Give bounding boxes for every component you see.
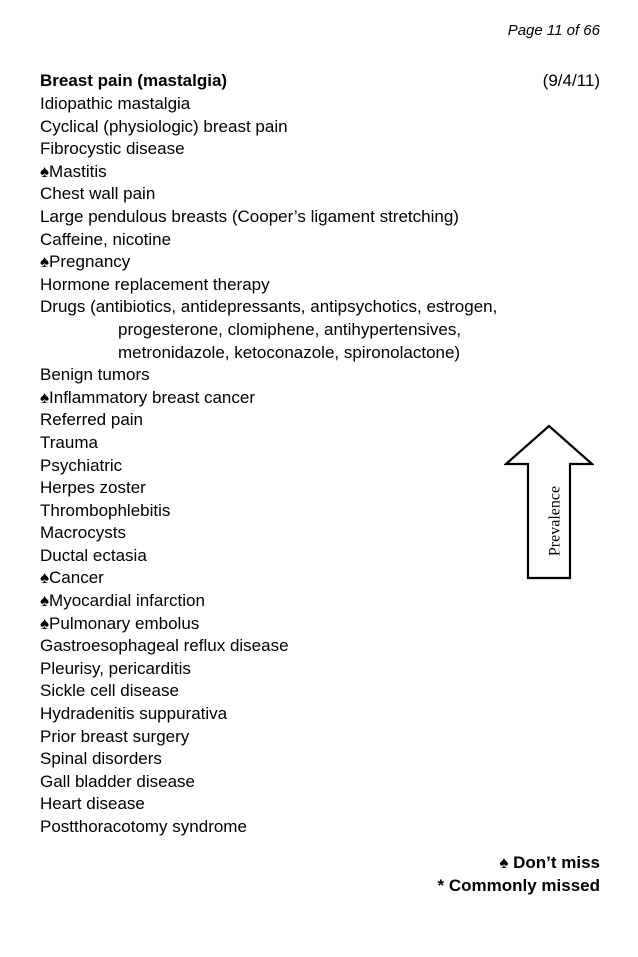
list-item-text: Hydradenitis suppurativa [40,704,228,724]
list-item-text: Gastroesophageal reflux disease [40,636,289,656]
list-item-text: Sickle cell disease [40,681,179,701]
list-item [40,161,600,184]
list-item [40,206,600,229]
list-item-text: progesterone, clomiphene, antihypertensives, [118,319,462,339]
list-item [40,635,600,658]
list-item-text: Trauma [40,432,98,452]
spade-icon: ♠ [40,252,50,272]
list-item-text: Cancer [49,568,104,588]
list-item-text: Spinal disorders [40,749,162,769]
page-number: Page 11 of 66 [507,22,600,39]
list-item [40,703,600,726]
list-item-text: Inflammatory breast cancer [49,387,255,407]
list-item-text: Postthoracotomy syndrome [40,817,247,836]
list-item-text: Pregnancy [49,252,131,272]
list-item-text: Idiopathic mastalgia [40,94,191,113]
list-item [40,726,600,749]
list-item [40,748,600,771]
list-item [40,229,600,252]
revision-date: (9/4/11) [542,71,600,90]
spade-icon: ♠ [40,591,50,611]
list-item [40,116,600,139]
list-item-text: Thrombophlebitis [40,500,171,520]
spade-icon: ♠ [40,568,50,588]
list-item-text: Caffeine, nicotine [40,229,172,249]
list-item [40,680,600,703]
list-item-text: Hormone replacement therapy [40,274,270,294]
list-item-text: Chest wall pain [40,184,156,204]
heading-row [40,70,600,92]
list-item-text: Ductal ectasia [40,545,147,565]
list-item [40,296,600,319]
list-item-text: Fibrocystic disease [40,139,185,159]
list-item-text: Pleurisy, pericarditis [40,658,191,678]
list-item [40,816,600,839]
list-item [40,793,600,816]
prevalence-label: Prevalence [546,485,564,557]
list-item [40,251,600,274]
list-item-text: metronidazole, ketoconazole, spironolactone) [118,342,461,362]
list-item [40,93,600,116]
legend-commonly-missed: * Commonly missed [437,876,600,895]
list-item-text: Large pendulous breasts (Cooper’s ligament stretching) [40,206,459,226]
list-item [40,342,600,365]
list-item-text: Gall bladder disease [40,771,195,791]
spade-icon: ♠ [40,613,50,633]
list-item-text: Herpes zoster [40,478,146,498]
list-item [40,613,600,636]
list-item [40,387,600,410]
prevalence-arrow-icon [504,424,594,580]
list-item-text: Heart disease [40,794,145,814]
list-item-text: Benign tumors [40,365,150,385]
list-item-text: Macrocysts [40,523,126,543]
list-item-text: Psychiatric [40,455,123,475]
page-title: Breast pain (mastalgia) [40,71,228,90]
list-item [40,274,600,297]
list-item [40,658,600,681]
list-item-text: Referred pain [40,410,144,430]
list-item-text: Cyclical (physiologic) breast pain [40,116,288,136]
list-item [40,590,600,613]
list-item [40,364,600,387]
list-item [40,183,600,206]
list-item [40,771,600,794]
spade-icon: ♠ [40,161,50,181]
list-item-text: Prior breast surgery [40,726,190,746]
spade-icon: ♠ [40,387,50,407]
list-item-text: Pulmonary embolus [49,613,200,633]
list-item-text: Mastitis [49,161,107,181]
list-item [40,319,600,342]
list-item-text: Myocardial infarction [49,591,205,611]
list-item [40,138,600,161]
list-item-text: Drugs (antibiotics, antidepressants, antipsychotics, estrogen, [40,297,498,317]
legend-dont-miss: ♠ Don’t miss [499,853,600,872]
